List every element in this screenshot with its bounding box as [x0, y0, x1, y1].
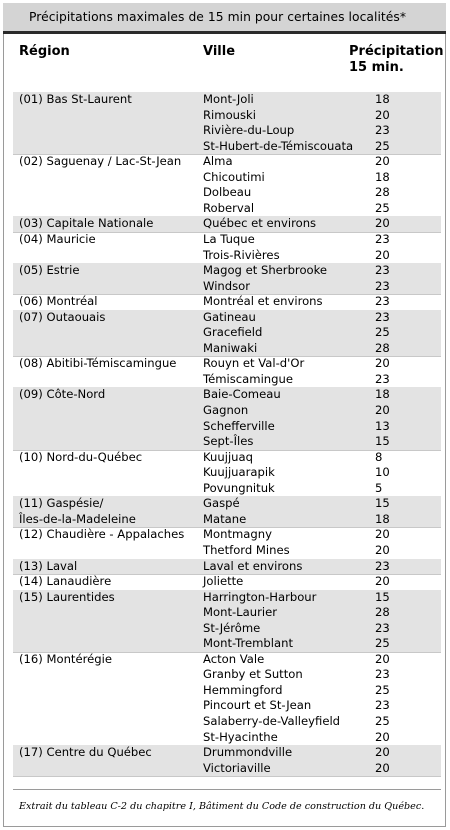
city-name: Alma	[203, 154, 233, 169]
precipitation-value: 20	[375, 729, 390, 744]
precipitation-value: 23	[375, 231, 390, 246]
city-name: Drummondville	[203, 745, 293, 760]
precipitation-value: 23	[375, 558, 390, 573]
region-label: (14) Lanaudière	[19, 574, 112, 589]
region-label: (03) Capitale Nationale	[19, 216, 154, 231]
city-name: Mont-Laurier	[203, 605, 277, 620]
city-name: Trois-Rivières	[203, 247, 280, 262]
precipitation-value: 18	[375, 387, 390, 402]
city-name: Salaberry-de-Valleyfield	[203, 714, 341, 728]
precipitation-value: 15	[375, 589, 390, 604]
precipitation-value: 20	[375, 247, 390, 262]
region-label: Îles-de-la-Madeleine	[19, 511, 136, 526]
city-name: Povungnituk	[203, 480, 275, 495]
region-label: (11) Gaspésie/	[19, 496, 104, 511]
region-label: (09) Côte-Nord	[19, 387, 106, 402]
precipitation-value: 25	[375, 325, 390, 340]
precipitation-value: 18	[375, 511, 390, 526]
region-label: (04) Mauricie	[19, 231, 96, 246]
city-name: Rimouski	[203, 107, 256, 122]
precipitation-value: 23	[375, 667, 390, 682]
precipitation-value: 23	[375, 294, 390, 309]
city-name: Roberval	[203, 200, 255, 215]
region-label: (17) Centre du Québec	[19, 745, 152, 760]
source-note: Extrait du tableau C-2 du chapitre I, Bâtiment du Code de construction du Québec.	[19, 801, 425, 812]
precipitation-value: 15	[375, 434, 390, 449]
precipitation-value: 15	[375, 496, 390, 511]
city-name: Thetford Mines	[203, 542, 290, 557]
city-name: Témiscamingue	[203, 371, 293, 386]
precipitation-value: 20	[375, 356, 390, 371]
city-name: St-Hubert-de-Témiscouata	[203, 138, 354, 153]
title-rule	[3, 31, 446, 34]
city-name: Harrington-Harbour	[203, 589, 317, 604]
precipitation-value: 23	[375, 263, 390, 278]
city-name: Acton Vale	[203, 651, 265, 666]
city-name: Baie-Comeau	[203, 387, 281, 402]
precipitation-value: 25	[375, 200, 390, 215]
region-label: (01) Bas St-Laurent	[19, 92, 132, 106]
precipitation-value: 23	[375, 371, 390, 386]
city-name: Montmagny	[203, 527, 272, 542]
city-name: Dolbeau	[203, 185, 252, 200]
region-label: (12) Chaudière - Appalaches	[19, 527, 185, 542]
city-name: Maniwaki	[203, 340, 258, 355]
precipitation-value: 25	[375, 714, 390, 728]
precipitation-value: 25	[375, 636, 390, 651]
city-name: Granby et Sutton	[203, 667, 303, 682]
precipitation-value: 28	[375, 185, 390, 200]
precipitation-value: 13	[375, 418, 390, 433]
region-label: (13) Laval	[19, 558, 78, 573]
region-label: (10) Nord-du-Québec	[19, 449, 143, 464]
city-name: Schefferville	[203, 418, 275, 433]
precipitation-value: 23	[375, 698, 390, 713]
precipitation-value: 28	[375, 605, 390, 620]
precipitation-value: 25	[375, 682, 390, 697]
precipitation-value: 20	[375, 527, 390, 542]
city-name: Mont-Joli	[203, 92, 254, 106]
precipitation-value: 20	[375, 216, 390, 231]
precipitation-value: 20	[375, 745, 390, 760]
city-name: Gaspé	[203, 496, 240, 511]
precipitation-value: 8	[375, 449, 383, 464]
precipitation-value: 20	[375, 542, 390, 557]
precipitation-value: 20	[375, 760, 390, 775]
header-region: Région	[19, 44, 70, 59]
city-name: Magog et Sherbrooke	[203, 263, 328, 278]
city-name: Matane	[203, 511, 247, 526]
city-name: Hemmingford	[203, 682, 283, 697]
city-name: Pincourt et St-Jean	[203, 698, 312, 713]
region-label: (05) Estrie	[19, 263, 80, 278]
region-label: (16) Montérégie	[19, 651, 112, 666]
precipitation-value: 28	[375, 340, 390, 355]
precipitation-value: 18	[375, 169, 390, 184]
precipitation-value: 23	[375, 309, 390, 324]
region-label: (02) Saguenay / Lac-St-Jean	[19, 154, 182, 169]
precipitation-value: 5	[375, 480, 383, 495]
region-label: (06) Montréal	[19, 294, 98, 309]
city-name: Rouyn et Val-d'Or	[203, 356, 305, 371]
city-name: Chicoutimi	[203, 169, 265, 184]
precipitation-value: 20	[375, 651, 390, 666]
precipitation-value: 23	[375, 620, 390, 635]
precipitation-value: 20	[375, 154, 390, 169]
region-label: (07) Outaouais	[19, 309, 106, 324]
table-title-bar	[3, 3, 446, 31]
precipitation-value: 25	[375, 138, 390, 153]
city-name: Laval et environs	[203, 558, 303, 573]
city-name: Victoriaville	[203, 760, 271, 775]
table-title: Précipitations maximales de 15 min pour certaines localités*	[29, 10, 407, 24]
header-ville: Ville	[203, 44, 236, 59]
precipitation-value: 23	[375, 123, 390, 138]
precipitation-value: 20	[375, 574, 390, 589]
city-name: Gracefield	[203, 325, 263, 340]
city-name: Gatineau	[203, 309, 256, 324]
city-name: Québec et environs	[203, 216, 317, 231]
precipitation-value: 20	[375, 403, 390, 417]
header-precipitation: Précipitation	[349, 44, 444, 59]
precipitation-value: 10	[375, 465, 390, 480]
city-name: Mont-Tremblant	[203, 636, 294, 651]
city-name: Windsor	[203, 278, 251, 293]
city-name: Kuujjuarapik	[203, 465, 275, 480]
city-name: Sept-Îles	[203, 434, 254, 449]
precipitation-value: 23	[375, 278, 390, 293]
city-name: St-Hyacinthe	[203, 729, 278, 744]
footer-rule	[13, 789, 441, 790]
header-precipitation-duration: 15 min.	[349, 60, 404, 75]
city-name: La Tuque	[203, 231, 255, 246]
precipitation-value: 18	[375, 92, 390, 106]
city-name: Montréal et environs	[203, 294, 323, 309]
city-name: St-Jérôme	[203, 620, 261, 635]
city-name: Joliette	[203, 574, 244, 589]
city-name: Rivière-du-Loup	[203, 123, 295, 138]
group-separator	[13, 776, 441, 777]
region-label: (08) Abitibi-Témiscamingue	[19, 356, 177, 371]
precipitation-value: 20	[375, 107, 390, 122]
region-label: (15) Laurentides	[19, 589, 115, 604]
city-name: Kuujjuaq	[203, 449, 253, 464]
city-name: Gagnon	[203, 403, 249, 417]
